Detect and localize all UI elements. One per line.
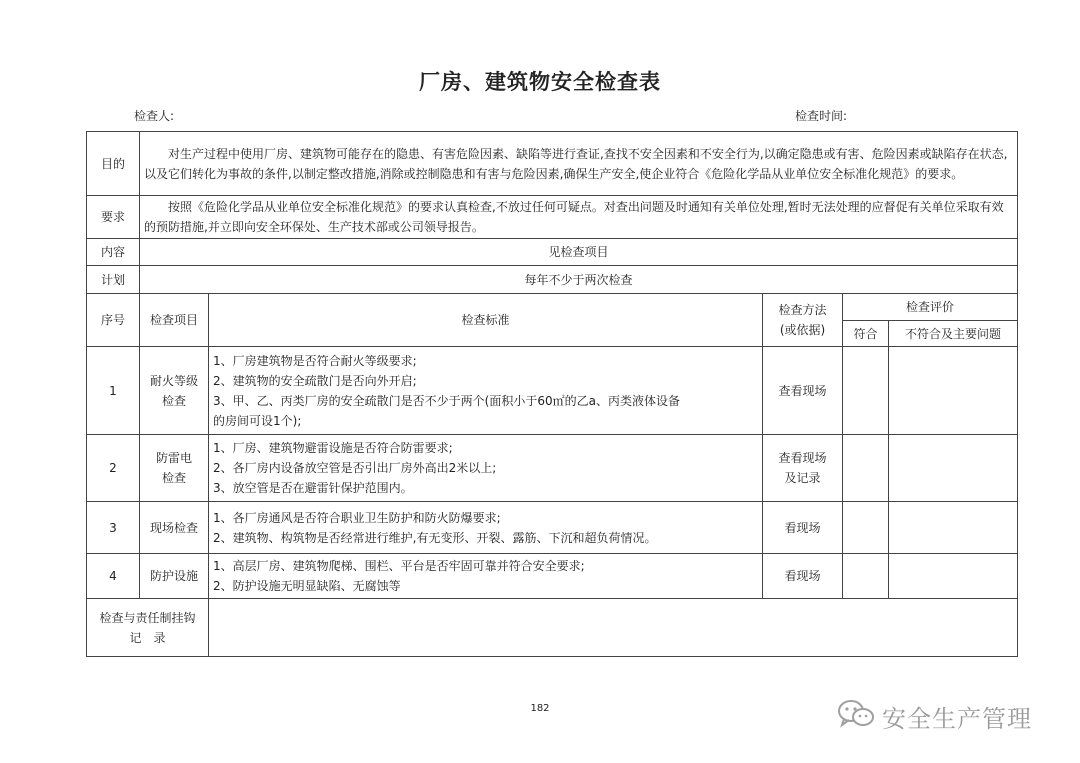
requirement-text: 按照《危险化学品从业单位安全标准化规范》的要求认真检查,不放过任何可疑点。对查出问题及时通知有关单位处理,暂时无法处理的应督促有关单位采取有效的预防措施,并立即向安全环保处、生产技术部或公司领导报告。 xyxy=(140,196,1018,239)
content-row xyxy=(87,239,1018,266)
header-conform: 符合 xyxy=(843,321,889,347)
page-number: 182 xyxy=(530,703,550,714)
row-standards xyxy=(209,502,763,554)
table-row xyxy=(87,435,1018,502)
row-item-line1: 耐火等级 xyxy=(149,373,198,388)
row-nonconform-cell xyxy=(889,435,1018,502)
record-label xyxy=(87,599,209,657)
header-evaluation: 检查评价 xyxy=(843,294,1018,321)
row-conform-cell xyxy=(843,435,889,502)
standard-line: 3、甲、乙、丙类厂房的安全疏散门是否不少于两个(面积小于60㎡的乙a、丙类液体设备 xyxy=(213,393,680,408)
table-row xyxy=(87,347,1018,435)
plan-label: 计划 xyxy=(87,266,140,294)
watermark-text: 安全生产管理 xyxy=(882,704,1032,733)
standard-line: 1、各厂房通风是否符合职业卫生防护和防火防爆要求; xyxy=(213,510,501,525)
row-method: 看现场 xyxy=(763,554,843,599)
row-item-line2: 检查 xyxy=(161,471,186,485)
record-label-line1: 检查与责任制挂钩 xyxy=(99,610,196,625)
content-text: 见检查项目 xyxy=(140,239,1018,266)
record-row xyxy=(87,599,1018,657)
table-row xyxy=(87,502,1018,554)
row-standards xyxy=(209,347,763,435)
purpose-row xyxy=(87,132,1018,196)
row-conform-cell xyxy=(843,347,889,435)
watermark xyxy=(836,696,1032,736)
plan-row xyxy=(87,266,1018,294)
row-item: 现场检查 xyxy=(140,502,209,554)
header-method-line2: (或依据) xyxy=(779,323,826,337)
plan-text: 每年不少于两次检查 xyxy=(140,266,1018,294)
row-item xyxy=(140,347,209,435)
standard-line: 3、放空管是否在避雷针保护范围内。 xyxy=(213,481,413,495)
header-method-line1: 检查方法 xyxy=(778,303,827,317)
standard-line: 2、建筑物、构筑物是否经常进行维护,有无变形、开裂、露筋、下沉和超负荷情况。 xyxy=(213,530,657,545)
row-seq: 1 xyxy=(87,347,140,435)
row-method xyxy=(763,347,843,435)
standard-line: 2、防护设施无明显缺陷、无腐蚀等 xyxy=(213,579,401,593)
record-cell xyxy=(209,599,1018,657)
row-standards xyxy=(209,435,763,502)
row-nonconform-cell xyxy=(889,347,1018,435)
table-row xyxy=(87,554,1018,599)
row-method xyxy=(763,435,843,502)
row-conform-cell xyxy=(843,554,889,599)
inspection-time-label: 检查时间: xyxy=(795,109,848,123)
page-title: 厂房、建筑物安全检查表 xyxy=(419,69,661,94)
header-nonconform: 不符合及主要问题 xyxy=(889,321,1018,347)
row-method: 看现场 xyxy=(763,502,843,554)
row-item: 防护设施 xyxy=(140,554,209,599)
row-conform-cell xyxy=(843,502,889,554)
standard-line: 的房间可设1个); xyxy=(213,413,302,428)
row-nonconform-cell xyxy=(889,554,1018,599)
inspector-label: 检查人: xyxy=(134,109,175,123)
requirement-row xyxy=(87,196,1018,239)
header-standard: 检查标准 xyxy=(209,294,763,347)
row-item xyxy=(140,435,209,502)
record-label-line2: 记 录 xyxy=(129,630,166,645)
inspection-table xyxy=(86,131,1018,657)
row-seq: 3 xyxy=(87,502,140,554)
header-row xyxy=(87,294,1018,321)
row-standards xyxy=(209,554,763,599)
standard-line: 1、厂房建筑物是否符合耐火等级要求; xyxy=(213,353,417,368)
standard-line: 1、高层厂房、建筑物爬梯、围栏、平台是否牢固可靠并符合安全要求; xyxy=(213,559,585,573)
row-seq: 4 xyxy=(87,554,140,599)
row-nonconform-cell xyxy=(889,502,1018,554)
row-method-line2: 及记录 xyxy=(784,471,821,485)
header-item: 检查项目 xyxy=(140,294,209,347)
row-item-line1: 防雷电 xyxy=(155,451,192,465)
row-seq: 2 xyxy=(87,435,140,502)
standard-line: 1、厂房、建筑物避雷设施是否符合防雷要求; xyxy=(213,441,453,455)
header-method xyxy=(763,294,843,347)
standard-line: 2、各厂房内设备放空管是否引出厂房外高出2米以上; xyxy=(213,461,497,475)
requirement-label: 要求 xyxy=(87,196,140,239)
purpose-label: 目的 xyxy=(87,132,140,196)
standard-line: 2、建筑物的安全疏散门是否向外开启; xyxy=(213,373,417,388)
purpose-text: 对生产过程中使用厂房、建筑物可能存在的隐患、有害危险因素、缺陷等进行查证,查找不安全因素和不安全行为,以确定隐患或有害、危险因素或缺陷存在状态,以及它们转化为事故的条件,以制定整改措施,消除或控制隐患和有害与危险因素,确保生产安全,使企业符合《危险化学品从业单位安全标准化规范》的要求。 xyxy=(140,132,1018,196)
row-method-line1: 查看现场 xyxy=(778,451,827,465)
row-method-line1: 查看现场 xyxy=(778,383,827,398)
content-label: 内容 xyxy=(87,239,140,266)
header-seq: 序号 xyxy=(87,294,140,347)
wechat-icon xyxy=(836,698,876,734)
row-item-line2: 检查 xyxy=(161,393,186,408)
